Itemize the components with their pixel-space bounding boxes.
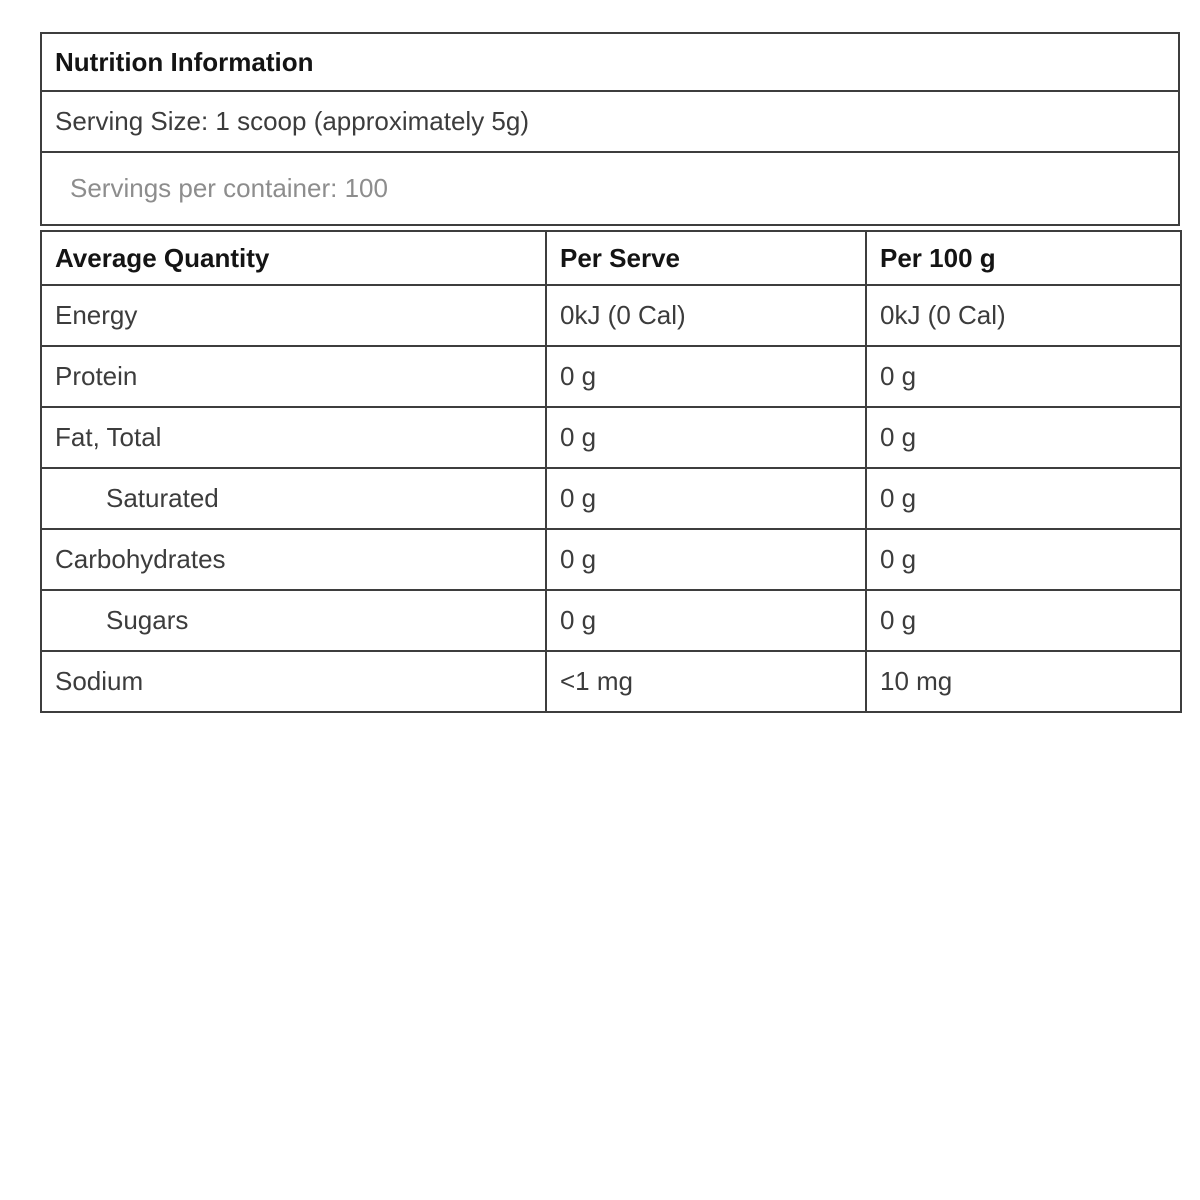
table-row-saturated: [41, 468, 1181, 529]
serving-size-text: Serving Size: 1 scoop (approximately 5g): [41, 91, 1179, 152]
row-label: Carbohydrates: [41, 529, 546, 590]
servings-per-container-text: Servings per container: 100: [41, 152, 1179, 225]
row-value-per-100g: 0 g: [866, 346, 1181, 407]
row-label: Fat, Total: [41, 407, 546, 468]
nutrient-values-table: [40, 230, 1182, 713]
table-row: [41, 152, 1179, 225]
table-row: [41, 33, 1179, 91]
row-value-per-100g: 0 g: [866, 529, 1181, 590]
row-value-per-100g: 0kJ (0 Cal): [866, 285, 1181, 346]
table-row-protein: [41, 346, 1181, 407]
row-value-per-serve: 0 g: [546, 407, 866, 468]
column-header-average-quantity: Average Quantity: [41, 231, 546, 285]
table-header-row: [41, 231, 1181, 285]
nutrition-information-title: Nutrition Information: [41, 33, 1179, 91]
row-value-per-serve: 0 g: [546, 346, 866, 407]
nutrition-label: [40, 32, 1180, 713]
table-row-carbohydrates: [41, 529, 1181, 590]
row-label: Saturated: [41, 468, 546, 529]
row-label: Protein: [41, 346, 546, 407]
row-value-per-100g: 0 g: [866, 407, 1181, 468]
row-value-per-100g: 10 mg: [866, 651, 1181, 712]
table-row-sugars: [41, 590, 1181, 651]
row-value-per-100g: 0 g: [866, 468, 1181, 529]
table-row-sodium: [41, 651, 1181, 712]
table-row-fat-total: [41, 407, 1181, 468]
table-row: [41, 91, 1179, 152]
row-label: Sugars: [41, 590, 546, 651]
row-value-per-serve: <1 mg: [546, 651, 866, 712]
row-label: Energy: [41, 285, 546, 346]
row-value-per-serve: 0 g: [546, 529, 866, 590]
table-row-energy: [41, 285, 1181, 346]
nutrition-info-header-table: [40, 32, 1180, 226]
row-value-per-100g: 0 g: [866, 590, 1181, 651]
row-label: Sodium: [41, 651, 546, 712]
row-value-per-serve: 0 g: [546, 468, 866, 529]
column-header-per-100g: Per 100 g: [866, 231, 1181, 285]
column-header-per-serve: Per Serve: [546, 231, 866, 285]
row-value-per-serve: 0kJ (0 Cal): [546, 285, 866, 346]
row-value-per-serve: 0 g: [546, 590, 866, 651]
